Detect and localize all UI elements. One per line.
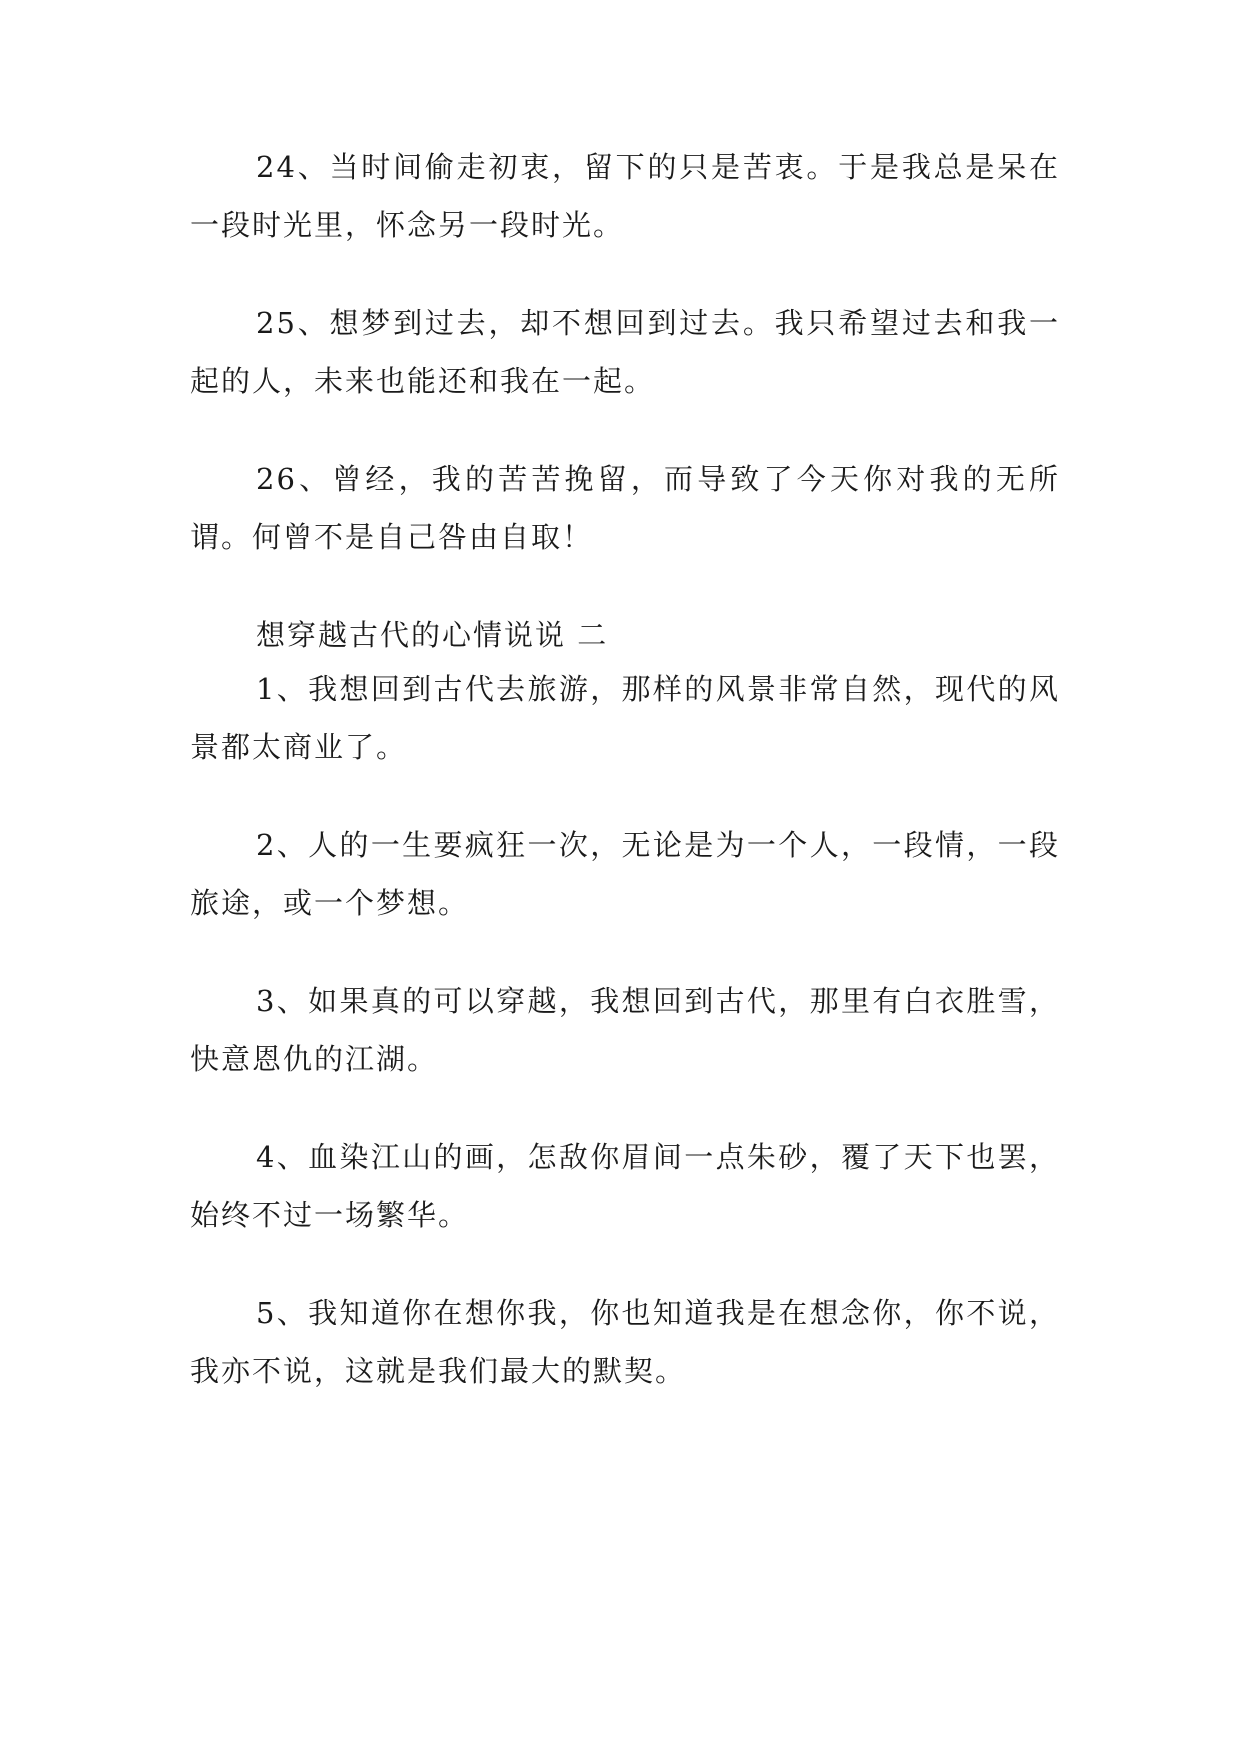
paragraph-26: 26、曾经，我的苦苦挽留，而导致了今天你对我的无所谓。何曾不是自己咎由自取！ xyxy=(190,462,1060,554)
paragraph-24: 24、当时间偷走初衷，留下的只是苦衷。于是我总是呆在一段时光里，怀念另一段时光。 xyxy=(190,150,1060,242)
section-paragraph-3: 3、如果真的可以穿越，我想回到古代，那里有白衣胜雪，快意恩仇的江湖。 xyxy=(190,984,1060,1076)
section-heading: 想穿越古代的心情说说 二 xyxy=(256,618,609,652)
paragraph-25: 25、想梦到过去，却不想回到过去。我只希望过去和我一起的人，未来也能还和我在一起。 xyxy=(190,306,1060,398)
section-paragraph-4: 4、血染江山的画，怎敌你眉间一点朱砂，覆了天下也罢，始终不过一场繁华。 xyxy=(190,1140,1060,1232)
section-paragraph-1: 1、我想回到古代去旅游，那样的风景非常自然，现代的风景都太商业了。 xyxy=(190,672,1060,764)
section-paragraph-5: 5、我知道你在想你我，你也知道我是在想念你，你不说，我亦不说，这就是我们最大的默契。 xyxy=(190,1296,1060,1388)
section-paragraph-2: 2、人的一生要疯狂一次，无论是为一个人，一段情，一段旅途，或一个梦想。 xyxy=(190,828,1060,920)
